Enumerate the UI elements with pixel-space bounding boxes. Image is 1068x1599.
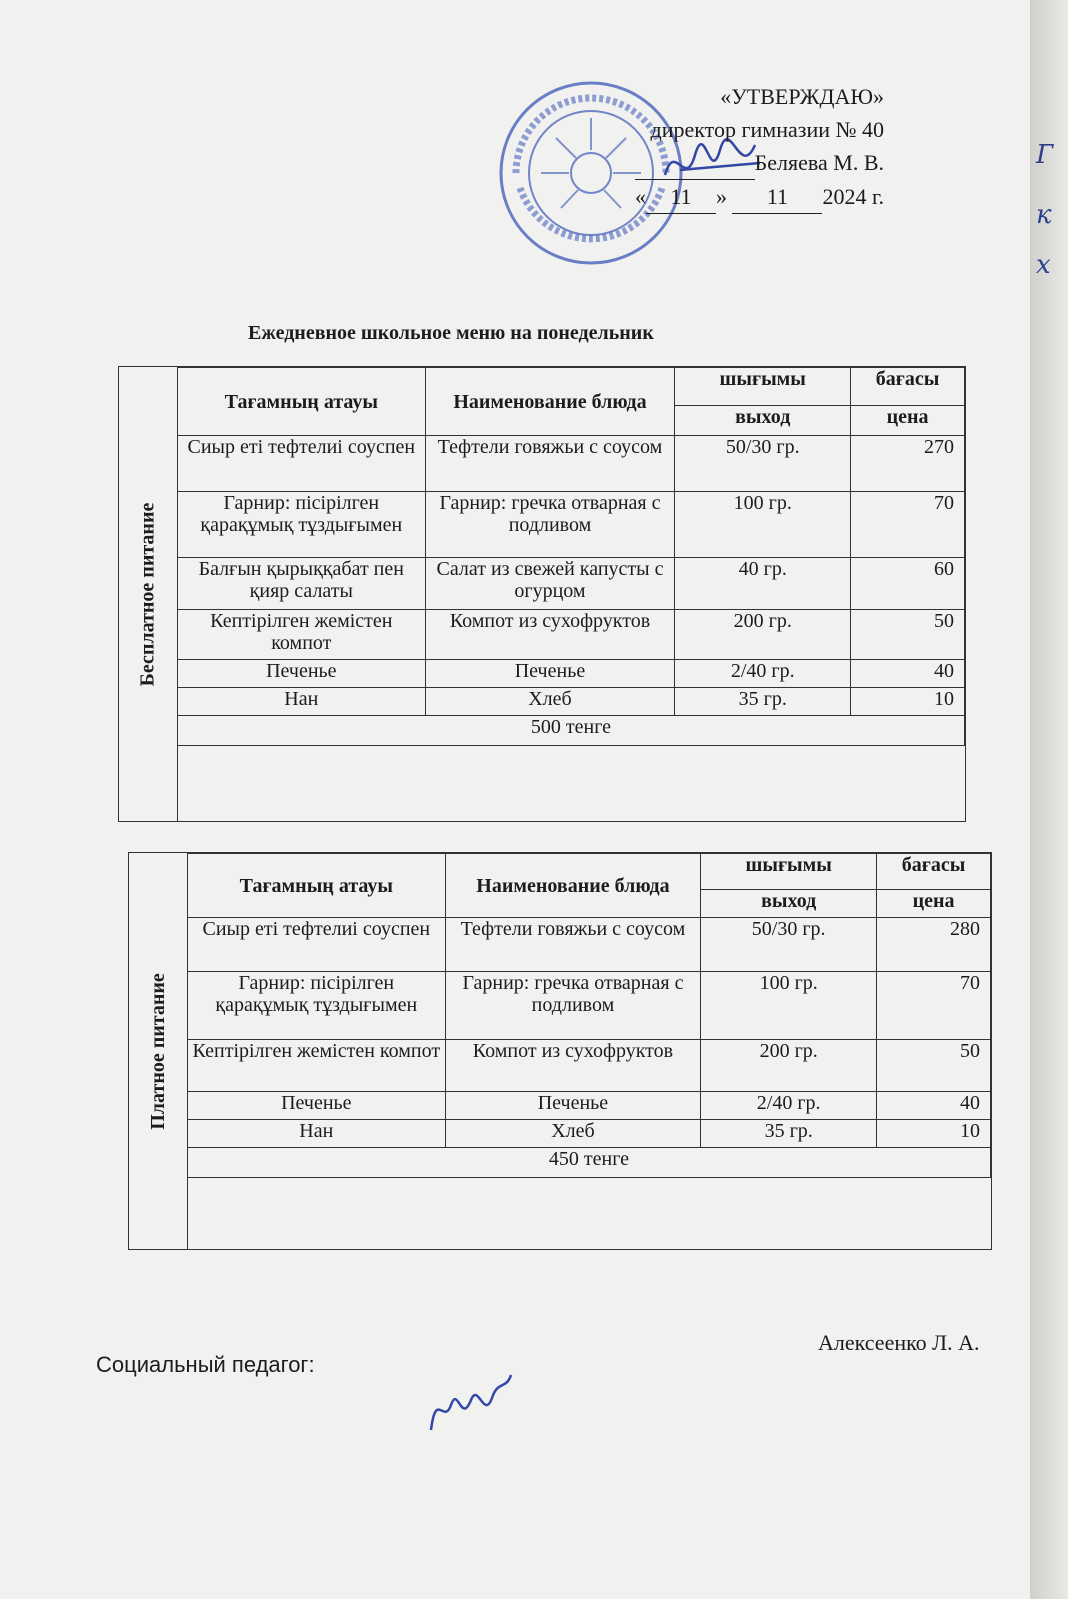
table-row: Нан Хлеб 35 гр. 10 xyxy=(188,1120,991,1148)
paid-meals-grid xyxy=(187,853,991,1208)
table-row: Печенье Печенье 2/40 гр. 40 xyxy=(188,1092,991,1120)
page-title: Ежедневное школьное меню на понедельник xyxy=(248,322,654,344)
footer-role: Социальный педагог: xyxy=(96,1352,315,1377)
approval-block xyxy=(635,80,884,214)
table-row: Нан Хлеб 35 гр. 10 xyxy=(178,688,965,716)
paid-meals-table xyxy=(128,852,992,1250)
header-output-kz: шығымы xyxy=(675,368,851,406)
table-row: Гарнир: пісірілген қарақұмық тұздығымен Гарнир: гречка отварная с подливом 100 гр. 70 xyxy=(178,492,965,558)
header-ru-name: Наименование блюда xyxy=(425,368,675,436)
table-row: Кептірілген жемістен компот Компот из сухофруктов 200 гр. 50 xyxy=(188,1040,991,1092)
header-price-kz: бағасы xyxy=(877,854,991,890)
table-row: Сиыр еті тефтелиі соуспен Тефтели говяжьи с соусом 50/30 гр. 270 xyxy=(178,436,965,492)
free-meals-label: Бесплатное питание xyxy=(119,367,178,821)
table-row: Печенье Печенье 2/40 гр. 40 xyxy=(178,660,965,688)
header-kz-name: Тағамның атауы xyxy=(178,368,426,436)
approval-heading: «УТВЕРЖДАЮ» xyxy=(720,84,884,109)
approval-month: 11 xyxy=(732,180,822,214)
approval-position: директор гимназии № 40 xyxy=(650,117,884,142)
free-meals-table xyxy=(118,366,966,822)
approval-year: 2024 г. xyxy=(822,184,884,209)
header-ru-name: Наименование блюда xyxy=(445,854,701,918)
table-row: Балғын қырыққабат пен қияр салаты Салат из свежей капусты с огурцом 40 гр. 60 xyxy=(178,558,965,610)
approval-day: 11 xyxy=(646,180,716,214)
pedagogue-signature xyxy=(426,1370,516,1440)
table-row: Гарнир: пісірілген қарақұмық тұздығымен Гарнир: гречка отварная с подливом 100 гр. 70 xyxy=(188,972,991,1040)
footer-name: Алексеенко Л. А. xyxy=(818,1330,980,1355)
header-output-kz: шығымы xyxy=(701,854,877,890)
header-kz-name: Тағамның атауы xyxy=(188,854,446,918)
header-output-ru: выход xyxy=(675,406,851,436)
paid-meals-label: Платное питание xyxy=(129,853,188,1249)
header-price-kz: бағасы xyxy=(851,368,965,406)
free-total: 500 тенге xyxy=(178,716,965,746)
paid-total: 450 тенге xyxy=(188,1148,991,1178)
table-row: Кептірілген жемістен компот Компот из сухофруктов 200 гр. 50 xyxy=(178,610,965,660)
header-price-ru: цена xyxy=(851,406,965,436)
adjacent-page-edge: Г к х xyxy=(1030,0,1068,1599)
table-row: Сиыр еті тефтелиі соуспен Тефтели говяжьи с соусом 50/30 гр. 280 xyxy=(188,918,991,972)
header-output-ru: выход xyxy=(701,890,877,918)
approval-date: « 11 » 11 2024 г. xyxy=(635,180,884,214)
free-meals-grid xyxy=(177,367,965,778)
approval-name: Беляева М. В. xyxy=(754,150,884,175)
header-price-ru: цена xyxy=(877,890,991,918)
